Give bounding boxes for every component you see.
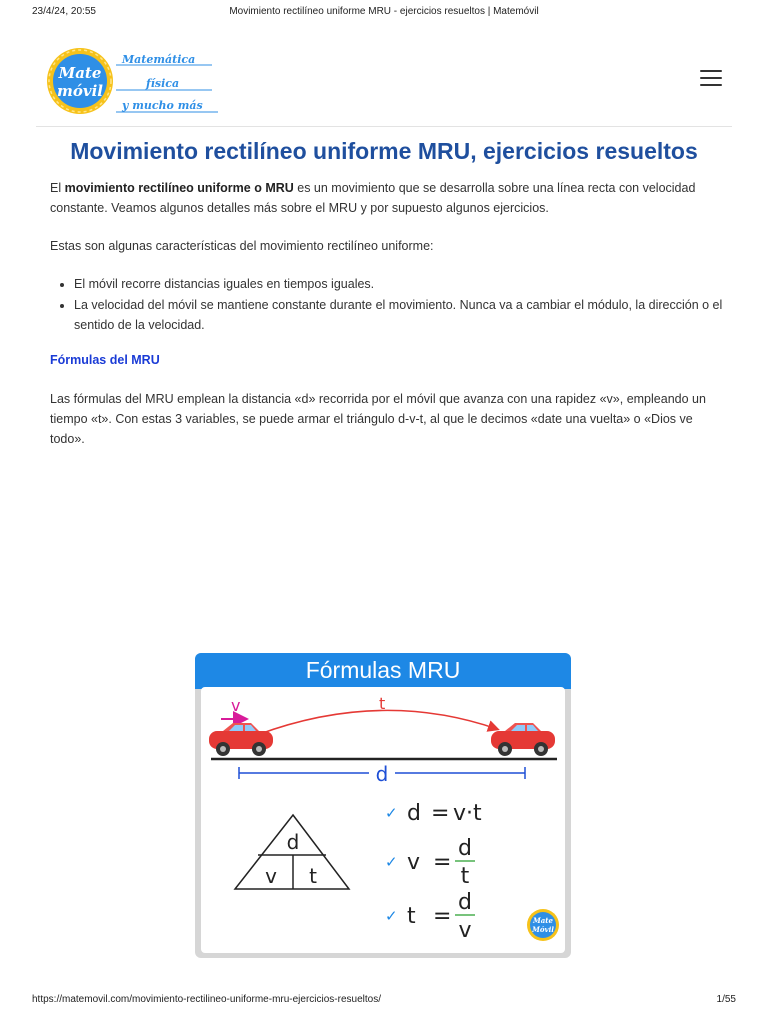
characteristics-intro: Estas son algunas características del movimiento rectilíneo uniforme: (50, 239, 434, 253)
formula2-eq: = (433, 850, 452, 875)
triangle-d: d (286, 830, 300, 854)
figure-illustration (201, 687, 565, 953)
figure-title: Fórmulas MRU (195, 653, 571, 689)
distance-label: d (375, 762, 389, 786)
logo-tagline-2: física (146, 77, 180, 90)
figure-body (201, 687, 565, 953)
intro-text-pre: El (50, 181, 65, 195)
site-logo[interactable] (42, 44, 218, 116)
badge-text-2: Móvil (532, 925, 554, 934)
triangle-t: t (309, 864, 317, 888)
section-heading-formulas: Fórmulas del MRU (50, 353, 160, 367)
intro-bold-term: movimiento rectilíneo uniforme o MRU (64, 181, 294, 195)
formula2-denominator: t (460, 864, 470, 889)
formula1-eq: = (431, 801, 450, 826)
formula2-lhs: v (407, 850, 421, 875)
formula1-lhs: d (407, 801, 421, 826)
formula3-eq: = (433, 904, 452, 929)
list-item: • La velocidad del móvil se mantiene constante durante el movimiento. Nunca va a cambiar el módulo, la dirección o el sentido de la velocidad. (74, 295, 754, 335)
formulas-paragraph: Las fórmulas del MRU emplean la distancia «d» recorrida por el móvil que avanza con una rapidez «v», empleando un tiempo «t». Con estas 3 variables, se puede armar el triángulo d-v-t, al que le decimos «date una vuelta» o «Dios ve todo». (50, 392, 706, 446)
check-icon: ✓ (385, 804, 398, 822)
time-arc-arrow-icon (257, 710, 497, 735)
velocity-label: v (231, 696, 241, 715)
formulas-figure (195, 653, 571, 958)
matemovil-badge-icon (527, 909, 559, 941)
formula3-numerator: d (458, 890, 472, 915)
time-label: t (379, 694, 386, 713)
car-start-icon (209, 723, 273, 756)
logo-text-mate: Mate (58, 64, 102, 82)
list-item: • El móvil recorre distancias iguales en tiempos iguales. (74, 274, 754, 294)
formula2-numerator: d (458, 836, 472, 861)
check-icon: ✓ (385, 907, 398, 925)
intro-text-post: es un movimiento que se desarrolla sobre una línea recta con velocidad constante. Veamos algunos detalles más sobre el MRU y por supuesto algunos ejercicios. (50, 181, 696, 215)
site-header (36, 40, 732, 127)
formula3-denominator: v (458, 918, 472, 943)
logo-tagline-3: y mucho más (122, 99, 203, 112)
logo-tagline-1: Matemática (122, 53, 196, 66)
formula1-rhs: v·t (453, 801, 482, 826)
badge-text-1: Mate (533, 916, 553, 925)
car-end-icon (491, 723, 555, 756)
triangle-v: v (265, 864, 277, 888)
print-page-title: Movimiento rectilíneo uniforme MRU - ejercicios resueltos | Matemóvil (229, 6, 539, 17)
logo-text-movil: móvil (57, 82, 103, 100)
intro-paragraph (50, 178, 730, 218)
check-icon: ✓ (385, 853, 398, 871)
print-url: https://matemovil.com/movimiento-rectilineo-uniforme-mru-ejercicios-resueltos/ (32, 994, 381, 1005)
print-header (0, 0, 768, 22)
article-title: Movimiento rectilíneo uniforme MRU, ejercicios resueltos (70, 138, 698, 164)
formula3-lhs: t (407, 904, 416, 929)
print-footer (0, 990, 768, 1010)
print-datetime: 23/4/24, 20:55 (32, 6, 96, 17)
characteristics-list (50, 274, 754, 336)
print-page-number: 1/55 (716, 994, 736, 1005)
hamburger-menu-icon[interactable] (700, 70, 722, 88)
